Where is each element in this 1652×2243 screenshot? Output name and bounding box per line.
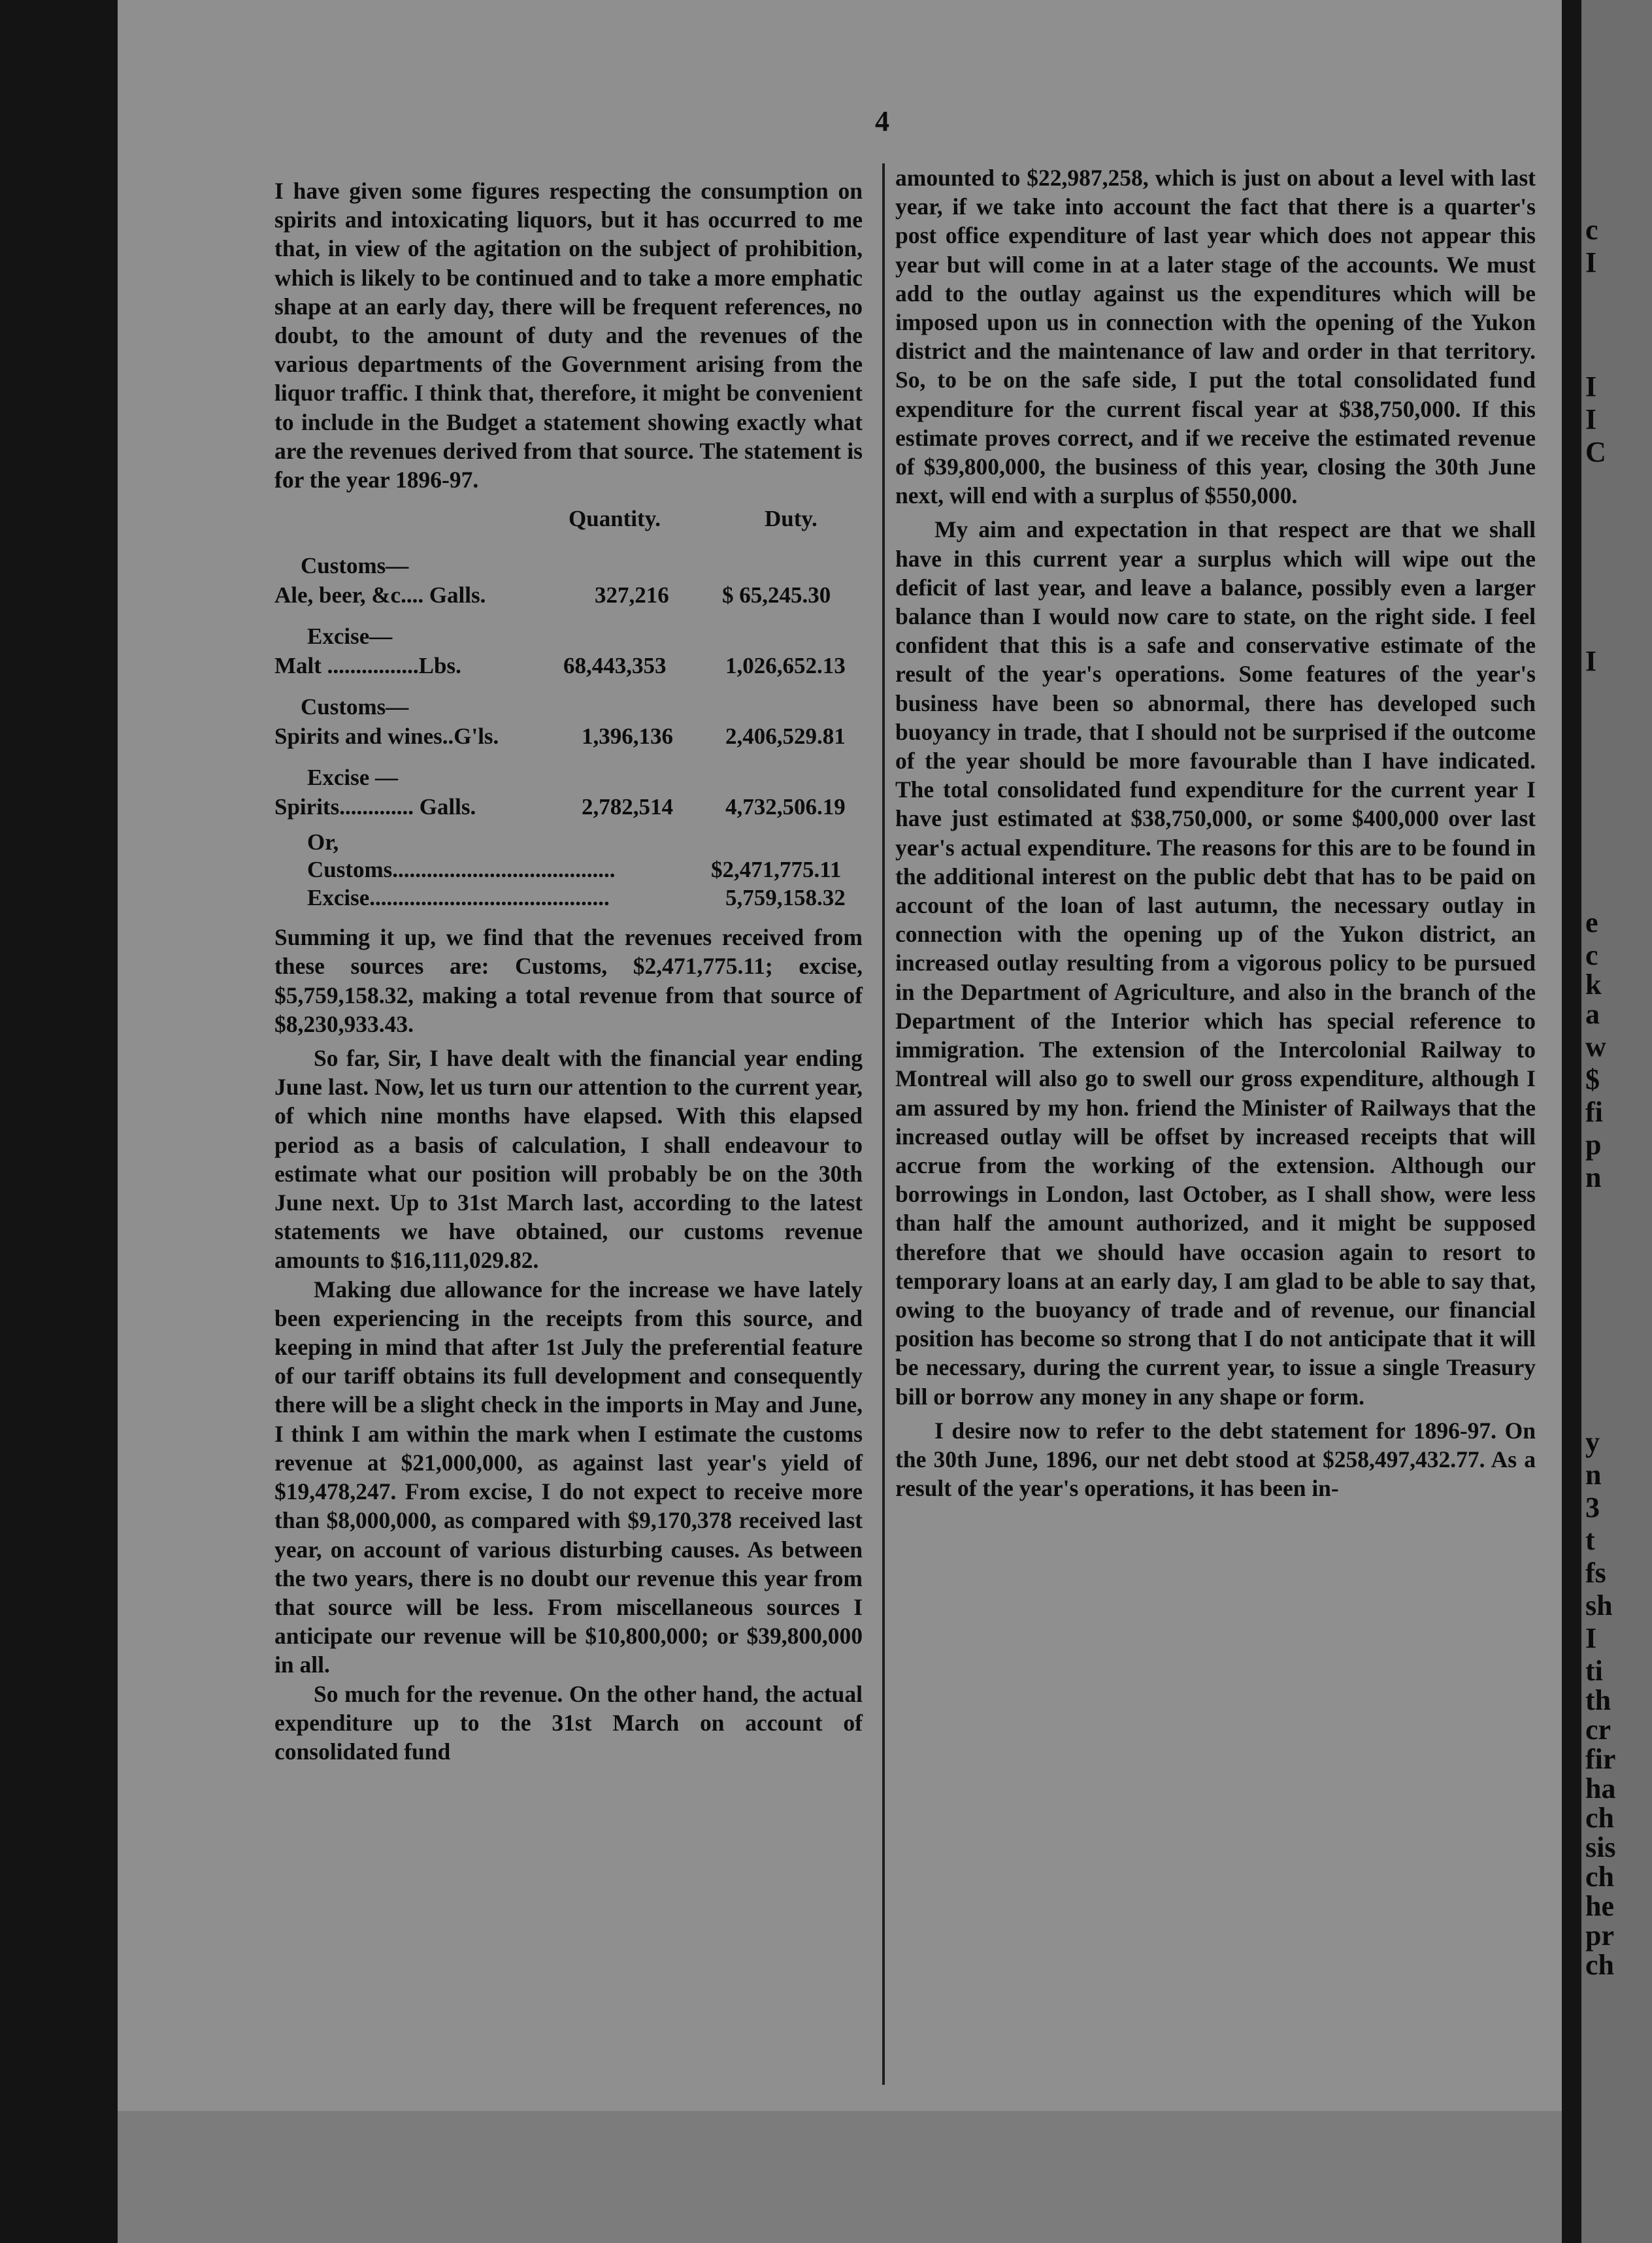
- page-number: 4: [875, 105, 889, 137]
- intro-paragraph: I have given some figures respecting the consumption on spirits and intoxicating liquors, but it has occurred to me that, in view of the agitation on the subject of prohibition, which is likely to be continued and to take a more emphatic shape at an early day, there will be frequent references, no doubt, to the amount of duty and the revenues of the various departments of the Government arising from the liquor traffic. I think that, therefore, it might be convenient to include in the Budget a statement showing exactly what are the revenues derived from that source. The statement is for the year 1896-97.: [274, 178, 863, 493]
- edge-fragment: ch: [1585, 1861, 1614, 1893]
- edge-fragment: fs: [1585, 1557, 1606, 1589]
- so-far-paragraph: So far, Sir, I have dealt with the financial year ending June last. Now, let us turn our attention to the current year, of which nine months have elapsed. With this elapsed period as a basis of calculation, I shall endeavour to estimate what our position will probably be on the 30th June next. Up to 31st March last, according to the latest statements we have obtained, our customs revenue amounts to $16,111,029.82.: [274, 1045, 863, 1274]
- edge-fragment: a: [1585, 998, 1600, 1030]
- my-aim-paragraph: My aim and expectation in that respect are that we shall have in this current year a surplus which will wipe out the deficit of last year, and leave a balance, possibly even a larger balance than I would now care to state, on the right side. I feel confident that this is a safe and conservative estimate of the result of the year's operations. Some features of the year's business have been so abnormal, there has developed such buoyancy in trade, that I should not be surprised if the outcome of the year should be more favourable than I have indicated. The total consolidated fund expenditure for the current year I have just estimated at $38,750,000, or some $400,000 over last year's actual expenditure. The reasons for this are to be found in the additional interest on the public debt that has to be paid on account of the loan of last autumn, the necessary outlay in connection with the opening up of the Yukon district, an increased outlay resulting from a vigorous policy to be pursued in the Department of Agriculture, and also in the branch of the Department of the Interior which has special reference to immigration. The extension of the Intercolonial Railway to Montreal will also go to swell our gross expenditure, although I am assured by my hon. friend the Minister of Railways that the increased outlay will be offset by increased receipts that will accrue from the working of the extension. Although our borrowings in London, last October, as I shall show, were less than half the amount authorized, and it might be supposed therefore that we should have occasion again to resort to temporary loans at an early day, I am glad to be able to say that, owing to the buoyancy of trade and of revenue, our financial position has become so strong that I do not anticipate that it will be necessary, during the current year, to issue a single Treasury bill or borrow any money in any shape or form.: [895, 516, 1536, 1410]
- edge-fragment: n: [1585, 1161, 1602, 1193]
- edge-fragment: pr: [1585, 1919, 1614, 1952]
- edge-fragment: t: [1585, 1524, 1595, 1556]
- section-label: Customs—: [301, 694, 409, 720]
- edge-fragment: fi: [1585, 1096, 1603, 1128]
- edge-fragment: sis: [1585, 1831, 1616, 1863]
- row-item: Malt ................Lbs.: [274, 653, 461, 679]
- row-item: Ale, beer, &c.... Galls.: [274, 582, 486, 608]
- edge-fragment: ch: [1585, 1949, 1614, 1981]
- edge-fragment: I: [1585, 403, 1597, 435]
- making-allowance-paragraph: Making due allowance for the increase we have lately been experiencing in the receipts from this source, and keeping in mind that after 1st July the preferential feature of our tariff obtains its full development and consequently there will be a slight check in the imports in May and June, I think I am within the mark when I estimate the customs revenue at $21,000,000, as against last year's yield of $19,478,247. From excise, I do not expect to receive more than $8,000,000, as compared with $9,170,378 received last year, on account of various disturbing causes. As between the two years, there is no doubt our revenue this year from that source will be less. From miscellaneous sources I anticipate our revenue will be $10,800,000; or $39,800,000 in all.: [274, 1276, 863, 1678]
- edge-fragment: I: [1585, 1622, 1597, 1654]
- edge-fragment: e: [1585, 906, 1598, 939]
- row-duty: 2,406,529.81: [725, 723, 846, 750]
- edge-fragment: n: [1585, 1459, 1602, 1491]
- edge-fragment: p: [1585, 1129, 1602, 1161]
- total-label: Customs.......................................: [307, 857, 616, 883]
- edge-fragment: ch: [1585, 1802, 1614, 1834]
- edge-fragment: I: [1585, 246, 1597, 278]
- quantity-header: Quantity.: [569, 506, 661, 532]
- page-bottom-shadow: [118, 2111, 1562, 2243]
- or-label: Or,: [307, 829, 339, 856]
- column-rule: [882, 163, 885, 2085]
- row-duty: 4,732,506.19: [725, 794, 846, 820]
- row-duty: $ 65,245.30: [722, 582, 831, 608]
- edge-fragment: c: [1585, 214, 1598, 246]
- edge-fragment: k: [1585, 969, 1602, 1001]
- edge-fragment: c: [1585, 939, 1598, 971]
- row-duty: 1,026,652.13: [725, 653, 846, 679]
- adjacent-page-edge: [1581, 0, 1652, 2243]
- section-label: Excise —: [307, 765, 399, 791]
- edge-fragment: ti: [1585, 1655, 1603, 1687]
- edge-fragment: $: [1585, 1063, 1600, 1095]
- section-label: Customs—: [301, 553, 409, 579]
- edge-fragment: th: [1585, 1684, 1611, 1716]
- edge-fragment: sh: [1585, 1589, 1613, 1621]
- summing-paragraph: Summing it up, we find that the revenues received from these sources are: Customs, $2,471,775.11; excise, $5,759,158.32, making a total revenue from that source of $8,230,933.43.: [274, 924, 863, 1037]
- section-label: Excise—: [307, 623, 393, 650]
- edge-fragment: I: [1585, 645, 1597, 677]
- amounted-paragraph: amounted to $22,987,258, which is just on about a level with last year, if we take into account the fact that there is a quarter's post office expenditure of last year which does not appear this year but will come in at a later stage of the accounts. We must add to the outlay against us the expenditures which will be imposed upon us in connection with the opening of the Yukon district and the maintenance of law and order in that territory. So, to be on the safe side, I put the total consolidated fund expenditure for the current fiscal year at $38,750,000. If this estimate proves correct, and if we receive the estimated revenue of $39,800,000, the business of this year, closing the 30th June next, will end with a surplus of $550,000.: [895, 165, 1536, 509]
- edge-fragment: he: [1585, 1890, 1614, 1922]
- row-quantity: 327,216: [595, 582, 669, 608]
- edge-fragment: w: [1585, 1031, 1606, 1063]
- edge-fragment: C: [1585, 436, 1606, 468]
- edge-fragment: 3: [1585, 1491, 1600, 1523]
- row-item: Spirits and wines..G'ls.: [274, 723, 499, 750]
- total-value: 5,759,158.32: [725, 885, 846, 911]
- total-value: $2,471,775.11: [711, 857, 842, 883]
- edge-fragment: I: [1585, 371, 1597, 403]
- edge-fragment: fir: [1585, 1743, 1616, 1775]
- edge-fragment: y: [1585, 1426, 1600, 1458]
- edge-fragment: cr: [1585, 1714, 1611, 1746]
- row-quantity: 68,443,353: [563, 653, 667, 679]
- so-much-paragraph: So much for the revenue. On the other hand, the actual expenditure up to the 31st March on account of consolidated fund: [274, 1680, 863, 1765]
- row-item: Spirits............. Galls.: [274, 794, 476, 820]
- duty-header: Duty.: [765, 506, 818, 532]
- debt-statement-paragraph: I desire now to refer to the debt statement for 1896-97. On the 30th June, 1896, our net debt stood at $258,497,432.77. As a result of the year's operations, it has been in-: [895, 1417, 1536, 1502]
- right-column: [895, 163, 1536, 1503]
- row-quantity: 1,396,136: [582, 723, 673, 750]
- left-column: [274, 176, 863, 1766]
- edge-fragment: ha: [1585, 1772, 1616, 1804]
- row-quantity: 2,782,514: [582, 794, 673, 820]
- revenue-table: [274, 494, 863, 918]
- total-label: Excise..........................................: [307, 885, 610, 911]
